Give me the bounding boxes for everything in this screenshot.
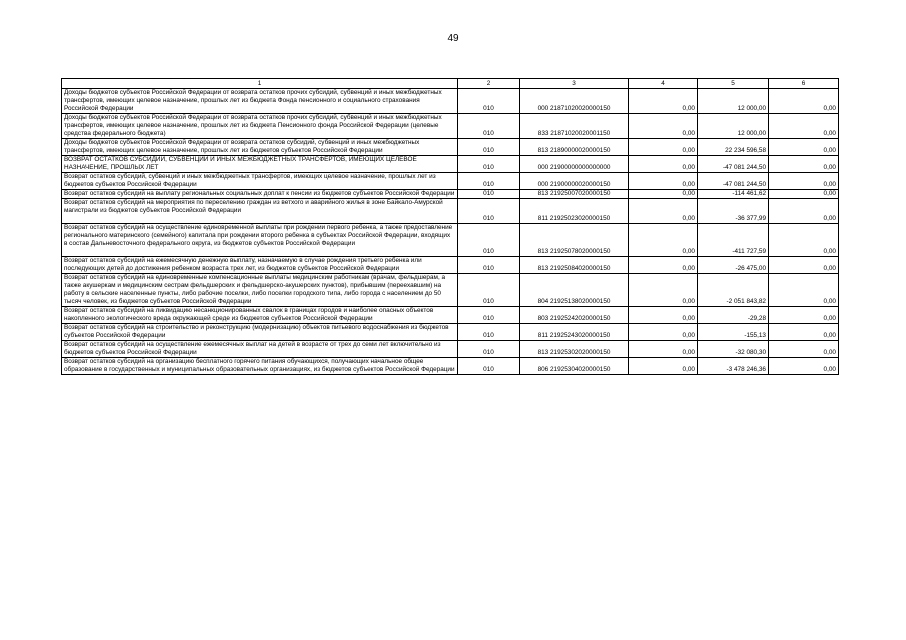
row-value-col4: 0,00 [629, 139, 698, 156]
row-description: Возврат остатков субсидий на мероприятия по переселению граждан из ветхого и аварийного жилья в зоне Байкало-Амурской магистрали из бюджетов субъектов Российской Федерации [62, 199, 458, 224]
row-line-code: 010 [458, 139, 520, 156]
row-value-col4: 0,00 [629, 324, 698, 341]
row-value-col6: 0,00 [769, 358, 839, 375]
row-budget-code: 813 21925302020000150 [520, 341, 629, 358]
row-value-col4: 0,00 [629, 173, 698, 190]
row-budget-code: 000 21900000020000150 [520, 173, 629, 190]
row-value-col4: 0,00 [629, 89, 698, 114]
row-line-code: 010 [458, 341, 520, 358]
table-row [62, 89, 839, 114]
row-value-col5: -32 080,30 [698, 341, 769, 358]
row-description: Доходы бюджетов субъектов Российской Федерации от возврата остатков прочих субсидий, субвенций и иных межбюджетных трансфертов, имеющих целевое назначение, прошлых лет из бюджета Фонда пенсионного и социального страхования Российской Федерации [62, 89, 458, 114]
row-value-col6: 0,00 [769, 89, 839, 114]
row-value-col6: 0,00 [769, 190, 839, 199]
row-budget-code: 813 21925007020000150 [520, 190, 629, 199]
row-description: Возврат остатков субсидий на строительство и реконструкцию (модернизацию) объектов питьевого водоснабжения из бюджетов субъектов Российской Федерации [62, 324, 458, 341]
row-value-col6: 0,00 [769, 307, 839, 324]
row-value-col4: 0,00 [629, 156, 698, 173]
row-value-col5: -26 475,00 [698, 257, 769, 274]
row-budget-code: 813 21925078020000150 [520, 224, 629, 257]
row-budget-code: 811 21925023020000150 [520, 199, 629, 224]
column-header-1: 1 [62, 79, 458, 89]
row-value-col4: 0,00 [629, 341, 698, 358]
row-line-code: 010 [458, 156, 520, 173]
row-description: Доходы бюджетов субъектов Российской Федерации от возврата остатков прочих субсидий, субвенций и иных межбюджетных трансфертов, имеющих целевое назначение, прошлых лет из бюджета Пенсионного фонда Российской Федерации (целевые средства федерального бюджета) [62, 114, 458, 139]
row-line-code: 010 [458, 224, 520, 257]
table-row [62, 307, 839, 324]
row-description: Возврат остатков субсидий, субвенций и иных межбюджетных трансфертов, имеющих целевое назначение, прошлых лет из бюджетов субъектов Российской Федерации [62, 173, 458, 190]
budget-table [61, 78, 839, 375]
table-row [62, 173, 839, 190]
row-description: Возврат остатков субсидий на организацию бесплатного горячего питания обучающихся, получающих начальное общее образование в государственных и муниципальных образовательных организациях, из бюджетов субъектов Российской Федерации [62, 358, 458, 375]
row-value-col4: 0,00 [629, 307, 698, 324]
table-header-row [62, 79, 839, 89]
row-description: Возврат остатков субсидий на выплату региональных социальных доплат к пенсии из бюджетов субъектов Российской Федерации [62, 190, 458, 199]
row-value-col6: 0,00 [769, 114, 839, 139]
row-description: Доходы бюджетов субъектов Российской Федерации от возврата остатков субсидий, субвенций и иных межбюджетных трансфертов, имеющих целевое назначение, прошлых лет из бюджетов субъектов Российской Федерации [62, 139, 458, 156]
table-row [62, 139, 839, 156]
row-line-code: 010 [458, 89, 520, 114]
row-value-col5: -114 461,62 [698, 190, 769, 199]
row-line-code: 010 [458, 307, 520, 324]
row-budget-code: 811 21925243020000150 [520, 324, 629, 341]
row-description: Возврат остатков субсидий на ежемесячную денежную выплату, назначаемую в случае рождения третьего ребенка или последующих детей до достижения ребенком возраста трех лет, из бюджетов субъектов Российской Федерации [62, 257, 458, 274]
row-line-code: 010 [458, 324, 520, 341]
table-row [62, 199, 839, 224]
row-line-code: 010 [458, 199, 520, 224]
row-value-col5: -411 727,59 [698, 224, 769, 257]
column-header-4: 4 [629, 79, 698, 89]
row-value-col6: 0,00 [769, 257, 839, 274]
row-value-col6: 0,00 [769, 274, 839, 307]
row-line-code: 010 [458, 173, 520, 190]
row-value-col5: -36 377,99 [698, 199, 769, 224]
page-number: 49 [447, 33, 459, 44]
row-value-col4: 0,00 [629, 224, 698, 257]
table-row [62, 114, 839, 139]
row-value-col6: 0,00 [769, 173, 839, 190]
row-value-col6: 0,00 [769, 341, 839, 358]
row-value-col5: -29,28 [698, 307, 769, 324]
row-value-col4: 0,00 [629, 257, 698, 274]
row-value-col5: -155,13 [698, 324, 769, 341]
row-value-col4: 0,00 [629, 358, 698, 375]
row-value-col5: 22 234 596,58 [698, 139, 769, 156]
row-description: Возврат остатков субсидий на единовременные компенсационные выплаты медицинским работникам (врачам, фельдшерам, а также акушеркам и медицинским сестрам фельдшерских и фельдшерско-акушерских пунктов), прибывшим (переехавшим) на работу в сельские населенные пункты, либо рабочие поселки, либо поселки городского типа, либо города с населением до 50 тысяч человек, из бюджетов субъектов Российской Федерации [62, 274, 458, 307]
row-value-col5: -47 081 244,50 [698, 173, 769, 190]
row-value-col5: 12 000,00 [698, 89, 769, 114]
row-description: Возврат остатков субсидий на осуществление ежемесячных выплат на детей в возрасте от трех до семи лет включительно из бюджетов субъектов Российской Федерации [62, 341, 458, 358]
row-value-col6: 0,00 [769, 324, 839, 341]
row-value-col5: 12 000,00 [698, 114, 769, 139]
row-value-col4: 0,00 [629, 190, 698, 199]
table-row [62, 358, 839, 375]
row-value-col6: 0,00 [769, 199, 839, 224]
table-row [62, 257, 839, 274]
table-body [62, 89, 839, 375]
row-budget-code: 000 21871020020000150 [520, 89, 629, 114]
table-row [62, 156, 839, 173]
row-value-col5: -47 081 244,50 [698, 156, 769, 173]
row-budget-code: 813 21890000020000150 [520, 139, 629, 156]
row-budget-code: 833 21871020020001150 [520, 114, 629, 139]
row-line-code: 010 [458, 274, 520, 307]
row-value-col6: 0,00 [769, 224, 839, 257]
row-value-col6: 0,00 [769, 156, 839, 173]
table-row [62, 190, 839, 199]
column-header-5: 5 [698, 79, 769, 89]
row-description: ВОЗВРАТ ОСТАТКОВ СУБСИДИЙ, СУБВЕНЦИЙ И ИНЫХ МЕЖБЮДЖЕТНЫХ ТРАНСФЕРТОВ, ИМЕЮЩИХ ЦЕЛЕВОЕ НАЗНАЧЕНИЕ, ПРОШЛЫХ ЛЕТ [62, 156, 458, 173]
column-header-2: 2 [458, 79, 520, 89]
row-value-col5: -2 051 843,82 [698, 274, 769, 307]
table-row [62, 341, 839, 358]
row-value-col4: 0,00 [629, 274, 698, 307]
row-value-col4: 0,00 [629, 199, 698, 224]
table-row [62, 274, 839, 307]
table-row [62, 224, 839, 257]
row-budget-code: 806 21925304020000150 [520, 358, 629, 375]
row-description: Возврат остатков субсидий на осуществление единовременной выплаты при рождении первого ребенка, а также предоставление регионального материнского (семейного) капитала при рождении второго ребенка в субъектах Российской Федерации, входящих в состав Дальневосточного федерального округа, из бюджетов субъектов Российской Федерации [62, 224, 458, 257]
column-header-3: 3 [520, 79, 629, 89]
row-line-code: 010 [458, 114, 520, 139]
row-budget-code: 803 21925242020000150 [520, 307, 629, 324]
row-budget-code: 000 21900000000000000 [520, 156, 629, 173]
row-line-code: 010 [458, 257, 520, 274]
table-row [62, 324, 839, 341]
row-budget-code: 804 21925138020000150 [520, 274, 629, 307]
column-header-6: 6 [769, 79, 839, 89]
row-value-col4: 0,00 [629, 114, 698, 139]
row-line-code: 010 [458, 190, 520, 199]
row-line-code: 010 [458, 358, 520, 375]
row-value-col5: -3 478 246,36 [698, 358, 769, 375]
row-budget-code: 813 21925084020000150 [520, 257, 629, 274]
row-value-col6: 0,00 [769, 139, 839, 156]
row-description: Возврат остатков субсидий на ликвидацию несанкционированных свалок в границах городов и наиболее опасных объектов накопленного экологического вреда окружающей среде из бюджетов субъектов Российской Федерации [62, 307, 458, 324]
